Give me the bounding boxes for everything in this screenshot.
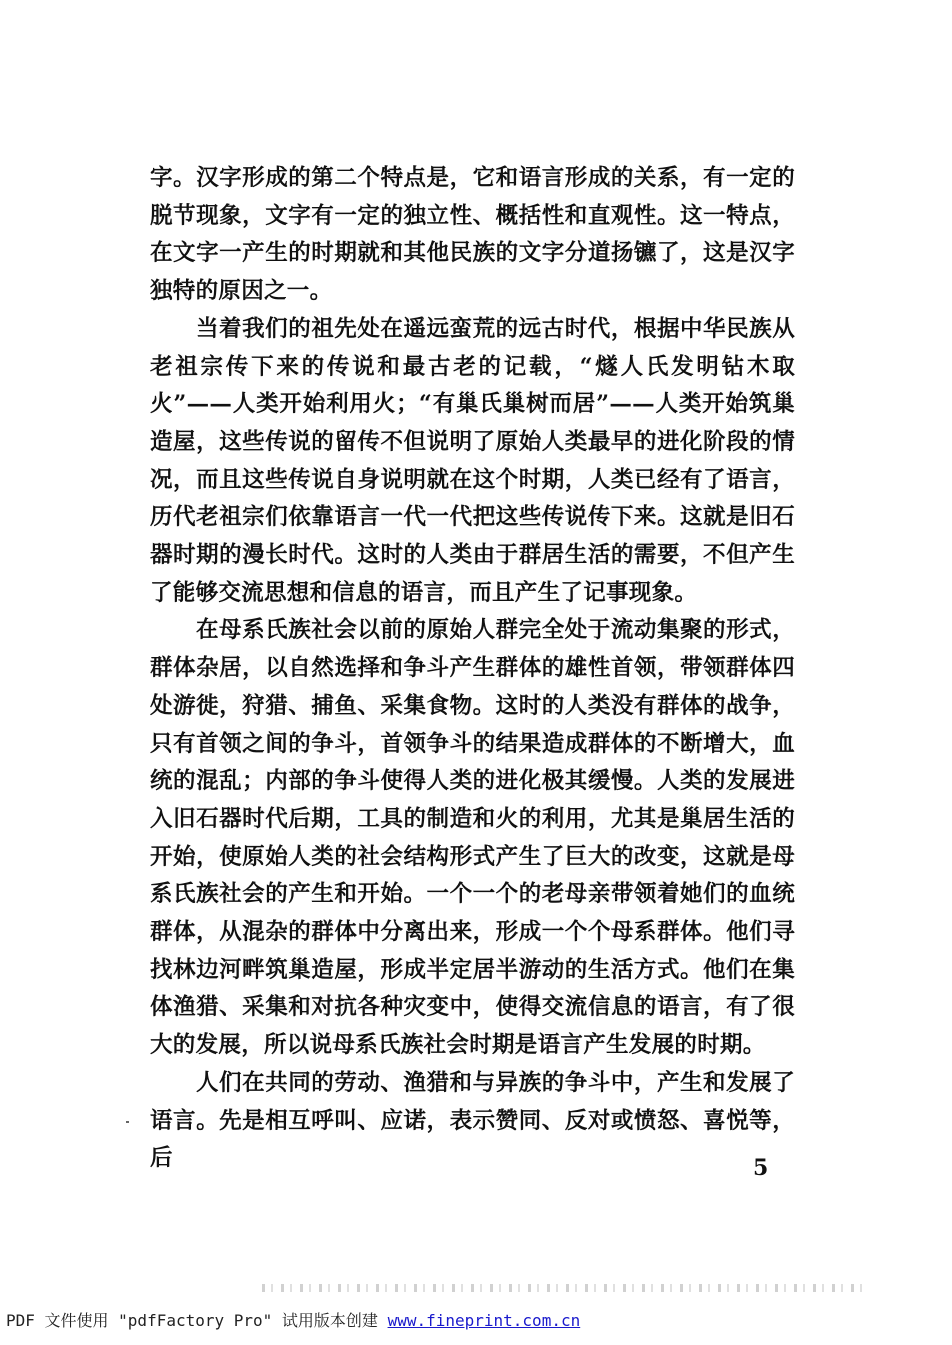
paragraph-language-origin: 人们在共同的劳动、渔猎和与异族的争斗中，产生和发展了语言。先是相互呼叫、应诺，表示赞同、反对或愤怒、喜悦等，后 [150, 1069, 795, 1172]
paragraph-continued: 字。汉字形成的第二个特点是，它和语言形成的关系，有一定的脱节现象，文字有一定的独立性、概括性和直观性。这一特点，在文字一产生的时期就和其他民族的文字分道扬镳了，这是汉字独特的原因之一。 [150, 165, 795, 305]
body-text [150, 160, 795, 1178]
footer-link[interactable]: www.fineprint.com.cn [387, 1311, 581, 1330]
scan-artifact-dot [126, 1121, 129, 1123]
pdf-footer [6, 1308, 580, 1331]
footer-text: PDF 文件使用 "pdfFactory Pro" 试用版本创建 [6, 1311, 388, 1330]
paragraph-matriarchal-society: 在母系氏族社会以前的原始人群完全处于流动集聚的形式，群体杂居，以自然选择和争斗产生群体的雄性首领，带领群体四处游徙，狩猎、捕鱼、采集食物。这时的人类没有群体的战争，只有首领之间的争斗，首领争斗的结果造成群体的不断增大，血统的混乱；内部的争斗使得人类的进化极其缓慢。人类的发展进入旧石器时代后期，工具的制造和火的利用，尤其是巢居生活的开始，使原始人类的社会结构形式产生了巨大的改变，这就是母系氏族社会的产生和开始。一个一个的老母亲带领着她们的血统群体，从混杂的群体中分离出来，形成一个个母系群体。他们寻找林边河畔筑巢造屋，形成半定居半游动的生活方式。他们在集体渔猎、采集和对抗各种灾变中，使得交流信息的语言，有了很大的发展，所以说母系氏族社会时期是语言产生发展的时期。 [150, 617, 795, 1059]
scan-artifact-line [262, 1284, 868, 1292]
page-number: 5 [753, 1155, 769, 1181]
paragraph-ancestors: 当着我们的祖先处在遥远蛮荒的远古时代，根据中华民族从老祖宗传下来的传说和最古老的记载，“燧人氏发明钻木取火”——人类开始利用火；“有巢氏巢树而居”——人类开始筑巢造屋，这些传说的留传不但说明了原始人类最早的进化阶段的情况，而且这些传说自身说明就在这个时期，人类已经有了语言，历代老祖宗们依靠语言一代一代把这些传说传下来。这就是旧石器时期的漫长时代。这时的人类由于群居生活的需要，不但产生了能够交流思想和信息的语言，而且产生了记事现象。 [150, 315, 795, 606]
